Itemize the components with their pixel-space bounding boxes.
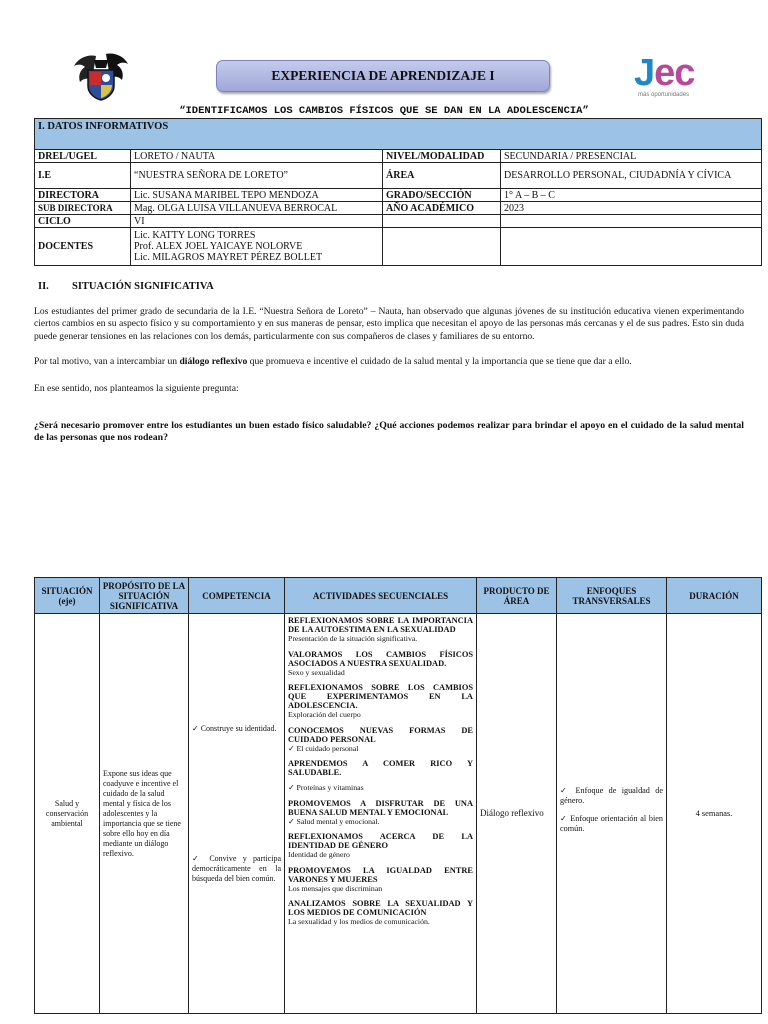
duracion-value: 4 semanas. [667, 614, 762, 1014]
grado-value: 1° A – B – C [501, 189, 762, 202]
nivel-label: NIVEL/MODALIDAD [383, 150, 501, 163]
actividad-detail: La sexualidad y los medios de comunicación. [288, 917, 430, 926]
producto-area: Diálogo reflexivo [477, 614, 557, 1014]
actividad-detail: Identidad de género [288, 850, 350, 859]
info-table [34, 118, 762, 266]
ie-label: I.E [35, 163, 131, 189]
competencia-item: ✓ Convive y participa democráticamente en la búsqueda del bien común. [192, 854, 282, 883]
ciclo-label: CICLO [35, 215, 131, 228]
actividad [288, 832, 473, 860]
section-title: SITUACIÓN SIGNIFICATIVA [72, 281, 214, 292]
docente-name: Prof. ALEX JOEL YAICAYE NOLORVE [134, 241, 303, 252]
enfoque-text: Enfoque de igualdad de género. [560, 785, 663, 805]
actividad-title: PROMOVEMOS LA IGUALDAD ENTRE VARONES Y MUJERES [288, 865, 473, 884]
actividad-title: REFLEXIONAMOS SOBRE LOS CAMBIOS QUE EXPERIMENTAMOS EN LA ADOLESCENCIA. [288, 683, 473, 710]
actividad-title: APRENDEMOS A COMER RICO Y SALUDABLE. [288, 759, 473, 777]
competencia-text: Convive y participa democráticamente en la búsqueda del bien común. [192, 854, 282, 883]
subdirectora-label: SUB DIRECTORA [35, 202, 131, 215]
actividad-title: VALORAMOS LOS CAMBIOS FÍSICOS ASOCIADOS A NUESTRA SEXUALIDAD. [288, 649, 473, 668]
enfoques-cell [557, 614, 667, 1014]
document-title: EXPERIENCIA DE APRENDIZAJE I [216, 60, 550, 92]
proposito-text: Expone sus ideas que coadyuve e incentive el cuidado de la salud mental y física de los adolescentes y la importancia que se tiene sobre ello hoy en día mediante un diálogo reflexivo. [100, 614, 189, 1014]
header-proposito: PROPÓSITO DE LA SITUACIÓN SIGNIFICATIVA [100, 578, 189, 614]
anio-label: AÑO ACADÉMICO [383, 202, 501, 215]
competencia-item: ✓ Construye su identidad. [192, 724, 277, 733]
header-duracion: DURACIÓN [667, 578, 762, 614]
enfoque-item: ✓ Enfoque orientación al bien común. [560, 813, 663, 833]
actividad-detail: Exploración del cuerpo [288, 710, 361, 719]
empty-cell [383, 228, 501, 266]
empty-cell [501, 215, 762, 228]
ie-value: “NUESTRA SEÑORA DE LORETO” [131, 163, 383, 189]
actividad-detail: ✓ Proteínas y vitaminas [288, 783, 364, 792]
header-situacion: SITUACIÓN (eje) [35, 578, 100, 614]
header-competencia: COMPETENCIA [189, 578, 285, 614]
docentes-value [131, 228, 383, 266]
actividad [288, 899, 473, 927]
pregunta-intro: En ese sentido, nos planteamos la siguiente pregunta: [34, 383, 239, 394]
actividades-cell [285, 614, 477, 1014]
actividad [288, 683, 473, 720]
header-enfoques: ENFOQUES TRANSVERSALES [557, 578, 667, 614]
directora-label: DIRECTORA [35, 189, 131, 202]
document-subtitle: “IDENTIFICAMOS LOS CAMBIOS FÍSICOS QUE SE DAN EN LA ADOLESCENCIA” [179, 105, 589, 117]
actividad-title: PROMOVEMOS A DISFRUTAR DE UNA BUENA SALUD MENTAL Y EMOCIONAL [288, 798, 473, 817]
pregunta-retadora: ¿Será necesario promover entre los estudiantes un buen estado físico saludable? ¿Qué acciones podemos realizar para brindar el apoyo en el cuidado de la salud mental de las personas que nos rodean? [34, 420, 744, 444]
actividad-detail: ✓ Salud mental y emocional. [288, 816, 380, 826]
situacion-motivo-paragraph [34, 356, 744, 368]
actividad-detail: ✓ El cuidado personal [288, 743, 359, 753]
actividad-detail: Sexo y sexualidad [288, 667, 345, 677]
enfoque-item: ✓ Enfoque de igualdad de género. [560, 785, 663, 805]
jec-tagline: más oportunidades [638, 92, 690, 98]
actividad [288, 866, 473, 894]
empty-cell [501, 228, 762, 266]
section-datos-informativos: I. DATOS INFORMATIVOS [35, 119, 762, 150]
actividad-title: REFLEXIONAMOS SOBRE LA IMPORTANCIA DE LA AUTOESTIMA EN LA SEXUALIDAD [288, 616, 473, 634]
drel-label: DREL/UGEL [35, 150, 131, 163]
actividad-title: CONOCEMOS NUEVAS FORMAS DE CUIDADO PERSONAL [288, 725, 473, 744]
situacion-paragraph: Los estudiantes del primer grado de secundaria de la I.E. “Nuestra Señora de Loreto” – Nauta, han observado que algunas jóvenes de su institución educativa vienen experimentando ciertos cambios en su aspecto físico y su comportamiento y en sus maneras de pensar, esto implica que necesitan el apoyo de las personas más cercanas y el de sus padres. Esto sin duda puede generar tensiones en las relaciones con los demás, particularmente con sus compañeros de clases y familiares de su entorno. [34, 306, 744, 342]
subdirectora-value: Mag. OLGA LUISA VILLANUEVA BERROCAL [131, 202, 383, 215]
competencia-text: Construye su identidad. [200, 724, 277, 733]
actividad [288, 650, 473, 678]
drel-value: LORETO / NAUTA [131, 150, 383, 163]
enfoque-text: Enfoque orientación al bien común. [560, 813, 663, 833]
area-value: DESARROLLO PERSONAL, CIUDADNÍA Y CÍVICA [501, 163, 762, 189]
header-actividades: ACTIVIDADES SECUENCIALES [285, 578, 477, 614]
actividad-title: REFLEXIONAMOS ACERCA DE LA IDENTIDAD DE GÉNERO [288, 832, 473, 850]
actividad-detail: Los mensajes que discriminan [288, 883, 383, 893]
text-span: que promueva e incentive el cuidado de la salud mental y la importancia que se tiene que dar a ello. [247, 356, 632, 367]
docente-name: Lic. MILAGROS MAYRET PÉREZ BOLLET [134, 252, 323, 263]
area-label: ÁREA [383, 163, 501, 189]
docentes-label: DOCENTES [35, 228, 131, 266]
actividad-detail: Presentación de la situación significativa. [288, 634, 418, 643]
section-situacion-heading [38, 281, 214, 292]
actividad [288, 759, 473, 793]
docente-name: Lic. KATTY LONG TORRES [134, 230, 256, 241]
header-producto: PRODUCTO DE ÁREA [477, 578, 557, 614]
section-number: II. [38, 281, 49, 292]
empty-cell [383, 215, 501, 228]
jec-logo: Jec más oportunidades [634, 54, 716, 100]
grado-label: GRADO/SECCIÓN [383, 189, 501, 202]
anio-value: 2023 [501, 202, 762, 215]
nivel-value: SECUNDARIA / PRESENCIAL [501, 150, 762, 163]
situacion-eje: Salud y conservación ambiental [35, 614, 100, 1014]
competencias-cell [189, 614, 285, 1014]
text-span: Por tal motivo, van a intercambiar un [34, 356, 180, 367]
directora-value: Lic. SUSANA MARIBEL TEPO MENDOZA [131, 189, 383, 202]
actividad [288, 616, 473, 644]
school-crest-logo [70, 50, 132, 102]
actividad-title: ANALIZAMOS SOBRE LA SEXUALIDAD Y LOS MEDIOS DE COMUNICACIÓN [288, 899, 473, 917]
actividad [288, 726, 473, 754]
ciclo-value: VI [131, 215, 383, 228]
bold-span: diálogo reflexivo [179, 356, 248, 367]
actividad [288, 799, 473, 827]
planning-table [34, 577, 762, 1014]
